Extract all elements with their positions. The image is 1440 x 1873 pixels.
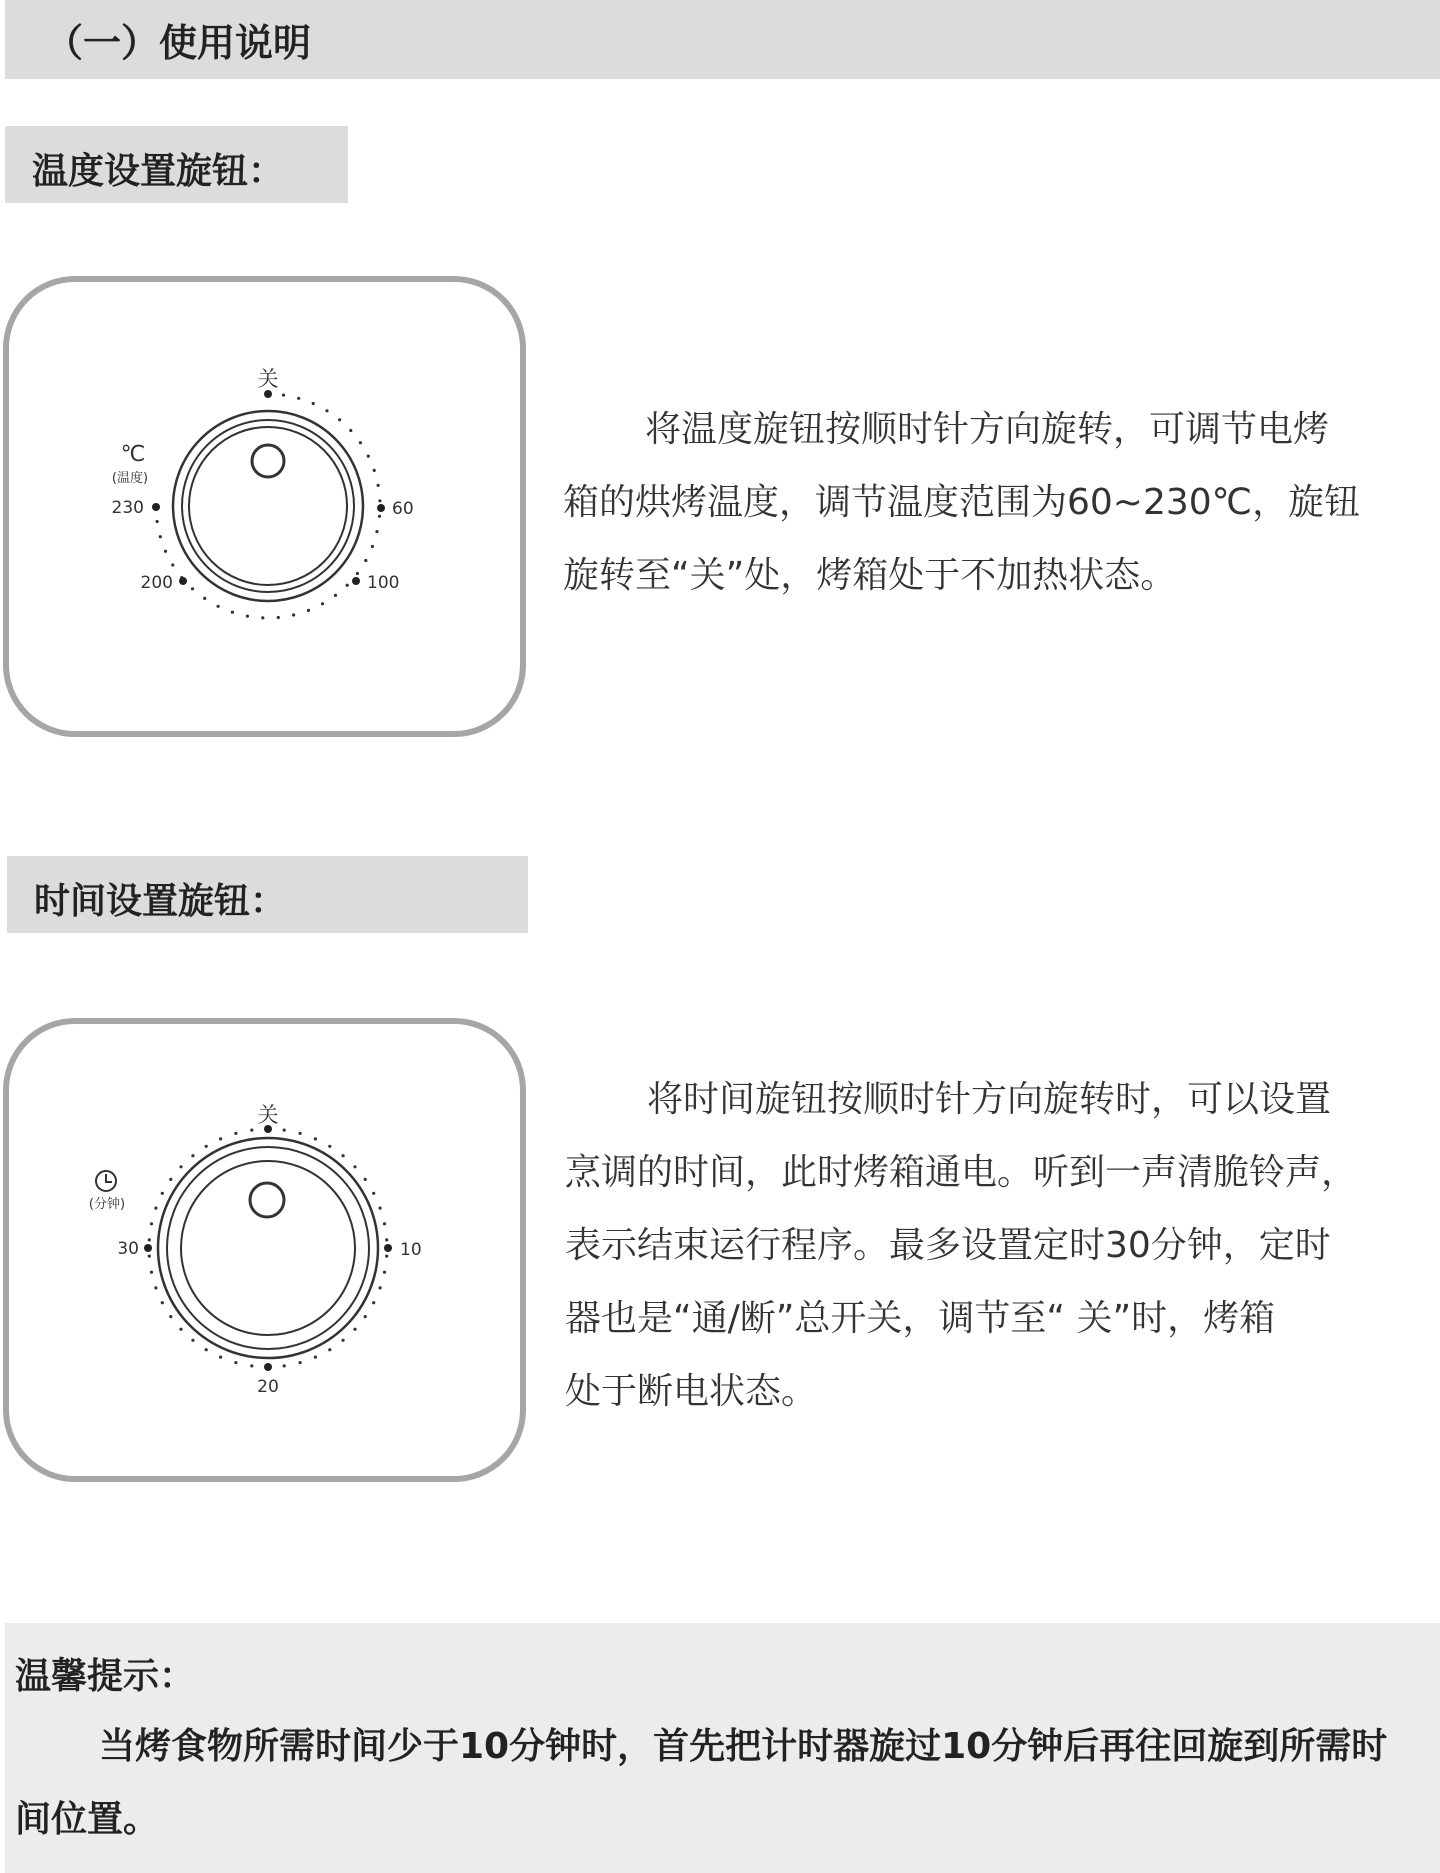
scale-dot — [377, 484, 380, 487]
scale-dot — [231, 611, 234, 614]
timer-off-label: 关 — [257, 1103, 279, 1127]
timer-description-line: 器也是“通/断”总开关，调节至“ 关”时，烤箱 — [565, 1298, 1276, 1339]
scale-dot — [154, 1207, 157, 1210]
scale-dot — [314, 1356, 317, 1359]
timer-marker-10 — [384, 1244, 392, 1252]
scale-dot — [356, 572, 359, 575]
temperature-off-marker — [264, 390, 272, 398]
scale-dot — [219, 1137, 222, 1140]
scale-dot — [307, 609, 310, 612]
scale-dot — [321, 602, 324, 605]
scale-dot — [379, 1207, 382, 1210]
temperature-unit-symbol: ℃ — [120, 442, 146, 467]
scale-dot — [164, 550, 167, 553]
temperature-description-line: 将温度旋钮按顺时针方向旋转，可调节电烤 — [645, 409, 1330, 450]
scale-dot — [159, 535, 162, 538]
scale-dot — [299, 1132, 302, 1135]
scale-dot — [261, 616, 264, 619]
scale-dot — [359, 441, 362, 444]
scale-dot — [342, 1154, 345, 1157]
scale-dot — [338, 418, 341, 421]
scale-dot — [375, 530, 378, 533]
temperature-description-line: 旋转至“关”处，烤箱处于不加热状态。 — [563, 555, 1177, 596]
temperature-knob-outer-ring — [173, 411, 363, 601]
scale-dot — [297, 397, 300, 400]
timer-description-line: 处于断电状态。 — [565, 1371, 818, 1412]
scale-dot — [169, 1315, 172, 1318]
scale-dot — [161, 1192, 164, 1195]
scale-dot — [205, 1145, 208, 1148]
timer-scale-dots — [148, 1129, 389, 1369]
timer-heading-bar — [7, 856, 528, 933]
scale-dot — [346, 584, 349, 587]
temperature-description — [563, 393, 1440, 612]
scale-dot — [219, 1356, 222, 1359]
scale-dot — [148, 1255, 151, 1258]
scale-dot — [282, 394, 285, 397]
scale-dot — [161, 1301, 164, 1304]
temperature-label-230: 230 — [111, 498, 144, 518]
scale-dot — [283, 1364, 286, 1367]
timer-knob-inner-ring — [167, 1147, 369, 1349]
timer-label-20: 20 — [257, 1377, 279, 1397]
temperature-knob-indicator — [252, 445, 284, 477]
scale-dot — [299, 1361, 302, 1364]
scale-dot — [292, 613, 295, 616]
scale-dot — [191, 1339, 194, 1342]
scale-dot — [349, 429, 352, 432]
scale-dot — [250, 1364, 253, 1367]
scale-dot — [385, 1238, 388, 1241]
scale-dot — [234, 1132, 237, 1135]
scale-dot — [325, 409, 328, 412]
scale-dot — [334, 594, 337, 597]
section-title-bar — [5, 0, 1440, 79]
temperature-marker-200 — [179, 577, 187, 585]
temperature-unit-label: (温度) — [111, 471, 149, 486]
timer-knob-panel — [3, 1018, 526, 1482]
timer-description — [565, 1063, 1440, 1428]
timer-label-10: 10 — [400, 1240, 422, 1260]
temperature-marker-230 — [152, 503, 160, 511]
timer-knob-face — [181, 1161, 355, 1335]
temperature-label-200: 200 — [140, 573, 173, 593]
scale-dot — [205, 1348, 208, 1351]
timer-knob-outer-ring — [158, 1138, 378, 1358]
temperature-knob-illustration — [3, 276, 526, 737]
scale-dot — [171, 563, 174, 566]
timer-knob-illustration — [3, 1018, 526, 1482]
clock-icon — [96, 1171, 116, 1191]
scale-dot — [373, 469, 376, 472]
scale-dot — [385, 1255, 388, 1258]
scale-dot — [312, 402, 315, 405]
scale-dot — [250, 1129, 253, 1132]
scale-dot — [328, 1145, 331, 1148]
temperature-knob-panel — [3, 276, 526, 737]
tip-line: 当烤食物所需时间少于10分钟时，首先把计时器旋过10分钟后再往回旋到所需时 — [99, 1726, 1388, 1767]
scale-dot — [150, 1222, 153, 1225]
tip-line: 间位置。 — [15, 1799, 160, 1840]
scale-dot — [371, 545, 374, 548]
scale-dot — [246, 615, 249, 618]
timer-description-line: 烹调的时间，此时烤箱通电。听到一声清脆铃声， — [565, 1152, 1358, 1193]
temperature-description-line: 箱的烘烤温度，调节温度范围为60~230℃，旋钮 — [563, 482, 1361, 523]
tip-box — [5, 1623, 1440, 1873]
scale-dot — [378, 515, 381, 518]
temperature-label-100: 100 — [367, 573, 400, 593]
scale-dot — [283, 1129, 286, 1132]
temperature-marker-60 — [377, 504, 385, 512]
scale-dot — [353, 1165, 356, 1168]
scale-dot — [154, 1286, 157, 1289]
temperature-heading: 温度设置旋钮： — [32, 151, 285, 192]
scale-dot — [379, 1286, 382, 1289]
temperature-knob-face — [189, 427, 347, 585]
scale-dot — [179, 1165, 182, 1168]
timer-marker-20 — [264, 1363, 272, 1371]
timer-label-30: 30 — [117, 1239, 139, 1259]
scale-dot — [383, 1222, 386, 1225]
temperature-marker-100 — [352, 577, 360, 585]
scale-dot — [378, 499, 381, 502]
scale-dot — [191, 587, 194, 590]
timer-description-line: 表示结束运行程序。最多设置定时30分钟，定时 — [565, 1225, 1331, 1266]
scale-dot — [372, 1301, 375, 1304]
scale-dot — [203, 597, 206, 600]
scale-dot — [364, 559, 367, 562]
scale-dot — [150, 1271, 153, 1274]
scale-dot — [342, 1339, 345, 1342]
scale-dot — [372, 1192, 375, 1195]
scale-dot — [364, 1178, 367, 1181]
scale-dot — [217, 605, 220, 608]
scale-dot — [156, 520, 159, 523]
timer-knob-indicator — [250, 1183, 284, 1217]
scale-dot — [277, 616, 280, 619]
scale-dot — [328, 1348, 331, 1351]
scale-dot — [179, 1328, 182, 1331]
scale-dot — [367, 455, 370, 458]
temperature-heading-bar — [5, 126, 348, 203]
temperature-label-60: 60 — [392, 499, 414, 519]
scale-dot — [234, 1361, 237, 1364]
timer-marker-30 — [144, 1244, 152, 1252]
scale-dot — [364, 1315, 367, 1318]
timer-description-line: 将时间旋钮按顺时针方向旋转时，可以设置 — [647, 1079, 1332, 1120]
section-title: （一）使用说明 — [45, 21, 312, 65]
temperature-off-label: 关 — [257, 367, 279, 391]
scale-dot — [191, 1154, 194, 1157]
timer-heading: 时间设置旋钮： — [34, 881, 287, 922]
timer-unit-label: (分钟) — [88, 1197, 126, 1212]
scale-dot — [314, 1137, 317, 1140]
scale-dot — [148, 1238, 151, 1241]
scale-dot — [169, 1178, 172, 1181]
tip-text — [15, 1710, 1435, 1856]
tip-title: 温馨提示： — [15, 1656, 196, 1697]
scale-dot — [383, 1271, 386, 1274]
scale-dot — [353, 1328, 356, 1331]
